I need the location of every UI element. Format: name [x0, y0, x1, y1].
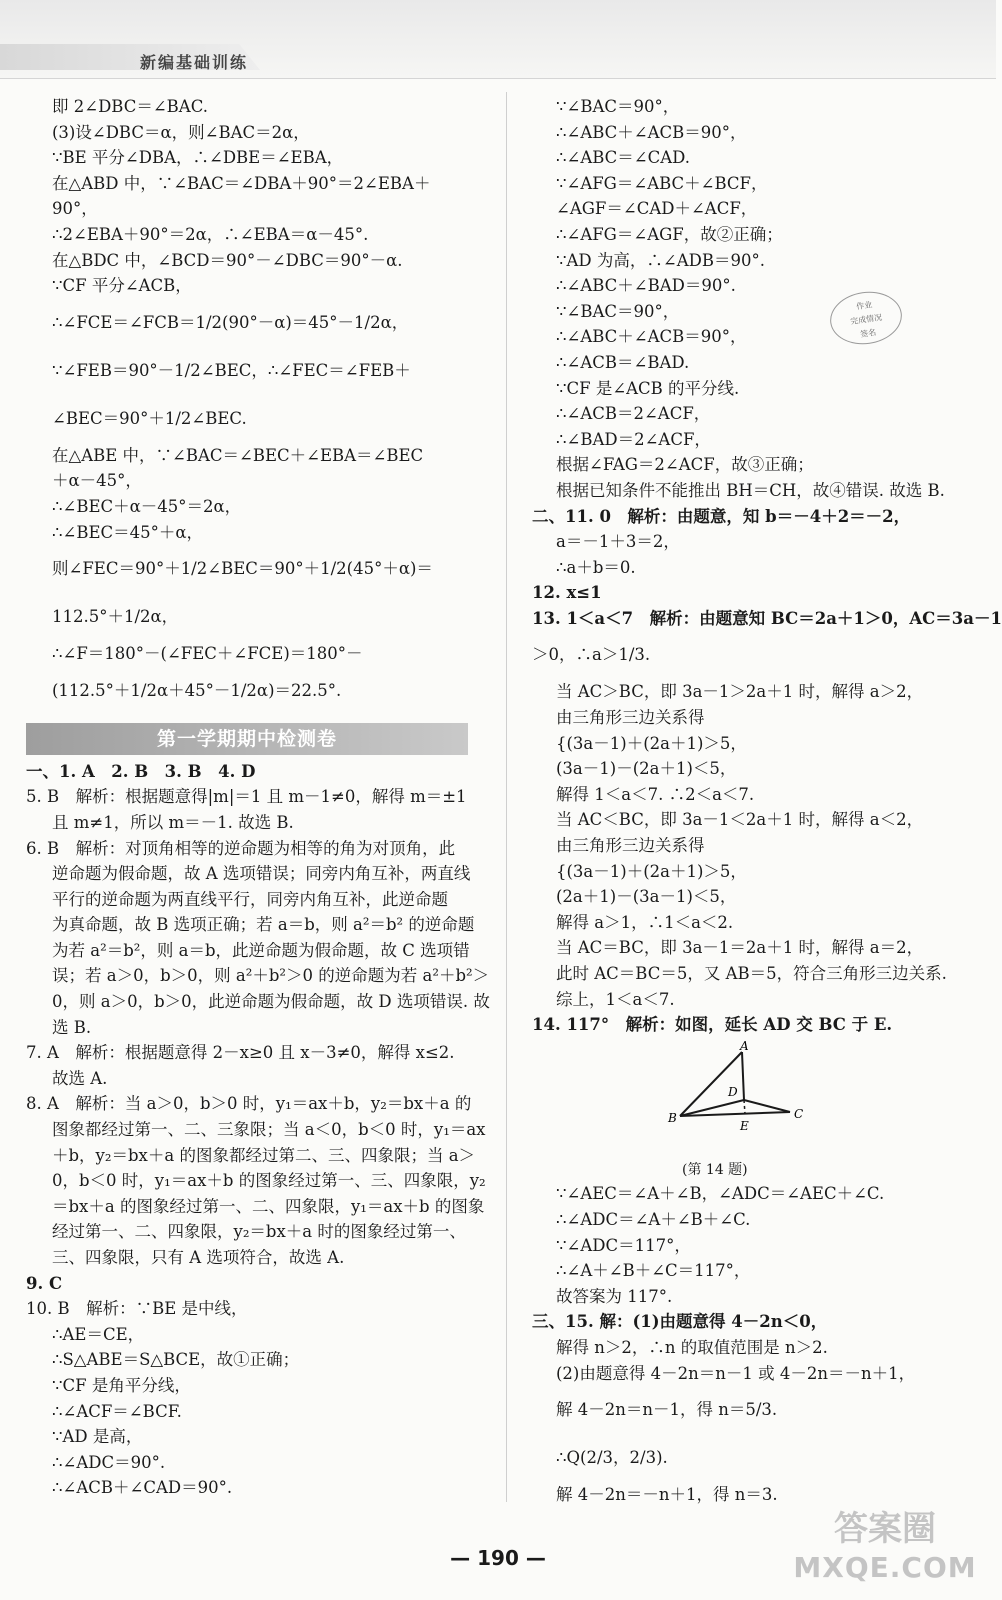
answer-line: 9. C: [26, 1273, 63, 1293]
text-line: 当 AC＝BC，即 3a－1＝2a＋1 时，解得 a＝2，: [556, 938, 924, 958]
label-b: B: [668, 1110, 677, 1125]
section-title: 第一学期期中检测卷: [26, 723, 468, 755]
text-line: 在△ABD 中，∵∠BAC＝∠DBA＋90°＝2∠EBA＋: [52, 173, 431, 193]
text-line: ∴∠AFG＝∠AGF，故②正确；: [556, 224, 783, 244]
answer-line: 平行的逆命题为两直线平行，同旁内角互补，此逆命题: [52, 889, 448, 909]
answer-line: ∴∠ADC＝90°.: [52, 1452, 166, 1472]
text-line: ∵∠AEC＝∠A＋∠B，∠ADC＝∠AEC＋∠C.: [556, 1184, 885, 1204]
text-line: 由三角形三边关系得: [556, 708, 705, 728]
answer-line: ∴S△ABE＝S△BCE，故①正确；: [52, 1350, 300, 1370]
text-line: ∴∠ABC＋∠BAD＝90°.: [556, 276, 736, 296]
text-line: 解得 1＜a＜7. ∴2＜a＜7.: [556, 784, 755, 804]
text-line: 即 2∠DBC＝∠BAC.: [52, 97, 209, 116]
watermark-url: MXQE.COM: [793, 1551, 977, 1584]
text-line: ∵BE 平分∠DBA，∴∠DBE＝∠EBA，: [52, 148, 344, 168]
stamp-line: 作业: [855, 300, 873, 312]
answer-line: ＝bx＋a 的图象经过第一、二、四象限，y₁＝ax＋b 的图象: [52, 1196, 485, 1216]
stamp-line: 签名: [859, 327, 877, 339]
equation-line: 112.5°＋1/2α，: [52, 607, 179, 627]
text-line: ∴∠BAD＝2∠ACF，: [556, 429, 711, 449]
answer-line: ∵CF 是角平分线，: [52, 1375, 191, 1395]
answer-line: 一、1. A 2. B 3. B 4. D: [26, 761, 256, 781]
label-c: C: [794, 1106, 804, 1121]
answer-line: ∵AD 是高，: [52, 1427, 143, 1447]
answer-line: 逆命题为假命题，故 A 选项错误；同旁内角互补，两直线: [52, 864, 471, 884]
text-line: 在△ABE 中，∵∠BAC＝∠BEC＋∠EBA＝∠BEC: [52, 445, 424, 465]
text-line: 此时 AC＝BC＝5，又 AB＝5，符合三角形三边关系.: [556, 964, 947, 983]
text-line: ∵∠BAC＝90°，: [556, 97, 680, 116]
text-line: ∴a＋b＝0.: [556, 557, 636, 577]
text-line: ∴∠ABC＋∠ACB＝90°，: [556, 327, 747, 347]
text-line: ∴∠ABC＋∠ACB＝90°，: [556, 122, 747, 142]
equation-line: 则∠FEC＝90°＋1/2∠BEC＝90°＋1/2(45°＋α)＝: [52, 559, 433, 579]
answer-line: 8. A 解析：当 a＞0，b＞0 时，y₁＝ax＋b，y₂＝bx＋a 的: [26, 1094, 472, 1114]
answer-line: 0，则 a＞0，b＞0，此逆命题为假命题，故 D 选项错误. 故: [52, 992, 490, 1012]
page-header: [0, 0, 996, 79]
answer-line: ＋b，y₂＝bx＋a 的图象都经过第二、三、四象限；当 a＞: [52, 1145, 476, 1165]
text-line: ∴∠ADC＝∠A＋∠B＋∠C.: [556, 1209, 751, 1229]
answer-line: 故选 A.: [52, 1068, 108, 1088]
equation-line: ∴∠FCE＝∠FCB＝1/2(90°－α)＝45°－1/2α，: [52, 312, 409, 332]
edge-dc: [744, 1100, 790, 1112]
answer-line: ∴∠ACF＝∠BCF.: [52, 1401, 182, 1421]
watermark: [790, 1508, 980, 1592]
answer-line: 为若 a²＝b²，则 a＝b，此逆命题为假命题，故 C 选项错: [52, 940, 470, 960]
text-line: 故答案为 117°.: [556, 1286, 673, 1306]
text-line: 解得 a＞1，∴1＜a＜2.: [556, 912, 734, 932]
text-line: 90°，: [52, 199, 98, 219]
text-line: (2)由题意得 4－2n＝n－1 或 4－2n＝－n＋1，: [556, 1363, 916, 1383]
text-line: (3)设∠DBC＝α，则∠BAC＝2α，: [52, 122, 310, 142]
text-line: ∴∠BEC＋α－45°＝2α，: [52, 496, 242, 516]
answer-line: 14. 117° 解析：如图，延长 AD 交 BC 于 E.: [532, 1015, 893, 1035]
answer-line: 13. 1＜a＜7 解析：由题意知 BC＝2a＋1＞0，AC＝3a－1: [532, 608, 1002, 628]
text-line: ∴∠A＋∠B＋∠C＝117°，: [556, 1261, 751, 1281]
edge-ab: [680, 1052, 742, 1116]
text-line: ＋α－45°，: [52, 471, 142, 491]
answer-line: 6. B 解析：对顶角相等的逆命题为相等的角为对顶角，此: [26, 838, 456, 858]
equation-line: ＞0，∴a＞1/3.: [532, 645, 651, 665]
text-line: ∴∠ACB＝∠BAD.: [556, 352, 690, 372]
text-line: (3a－1)－(2a＋1)＜5，: [556, 759, 737, 779]
text-line: 解得 n＞2，∴n 的取值范围是 n＞2.: [556, 1337, 828, 1357]
answer-line: 二、11. 0 解析：由题意，知 b＝－4＋2＝－2，: [532, 506, 911, 526]
text-line: 根据已知条件不能推出 BH＝CH，故④错误. 故选 B.: [556, 480, 945, 500]
edge-de: [744, 1100, 745, 1114]
text-line: ∵∠BAC＝90°，: [556, 301, 680, 321]
answer-line: 12. x≤1: [532, 583, 602, 603]
left-column: [26, 94, 490, 1501]
watermark-logo-text: 答案圈: [834, 1509, 936, 1549]
label-e: E: [740, 1118, 749, 1133]
header-title: 新编基础训练: [140, 53, 249, 72]
text-line: 当 AC＜BC，即 3a－1＜2a＋1 时，解得 a＜2，: [556, 810, 924, 830]
equation-line: (112.5°＋1/2α＋45°－1/2α)＝22.5°.: [52, 680, 342, 700]
text-line: 综上，1＜a＜7.: [556, 989, 675, 1009]
text-line: {(3a－1)＋(2a＋1)＞5，: [556, 861, 747, 881]
edge-ad: [742, 1052, 744, 1100]
answer-line: 5. B 解析：根据题意得|m|＝1 且 m－1≠0，解得 m＝±1: [26, 787, 467, 807]
equation-line: ∠BEC＝90°＋1/2∠BEC.: [52, 408, 247, 428]
figure-caption: (第 14 题): [682, 1162, 748, 1179]
page-number: — 190 —: [450, 1546, 546, 1570]
answer-line: ∴AE＝CE，: [52, 1324, 145, 1344]
text-line: a＝－1＋3＝2，: [556, 532, 680, 552]
text-line: 解 4－2n＝－n＋1，得 n＝3.: [556, 1485, 778, 1505]
answer-line: 7. A 解析：根据题意得 2－x≥0 且 x－3≠0，解得 x≤2.: [26, 1043, 455, 1063]
answer-line: 选 B.: [52, 1017, 92, 1037]
text-line: ∵∠AFG＝∠ABC＋∠BCF，: [556, 173, 768, 193]
answer-line: 为真命题，故 B 选项正确；若 a＝b，则 a²＝b² 的逆命题: [52, 915, 475, 935]
triangle-figure: [668, 1038, 822, 1148]
text-line: ∵CF 是∠ACB 的平分线.: [556, 378, 740, 398]
text-line: ∵AD 为高，∴∠ADB＝90°.: [556, 250, 765, 270]
column-divider: [506, 92, 507, 1502]
text-line: {(3a－1)＋(2a＋1)＞5，: [556, 733, 747, 753]
text-line: ∠AGF＝∠CAD＋∠ACF，: [556, 199, 758, 219]
answer-line: 10. B 解析：∵BE 是中线，: [26, 1299, 248, 1319]
answer-line: 三、15. 解：(1)由题意得 4－2n＜0，: [532, 1312, 828, 1332]
text-line: ∴∠ABC＝∠CAD.: [556, 148, 691, 168]
label-a: A: [740, 1038, 749, 1053]
text-line: ∴∠BEC＝45°＋α，: [52, 522, 204, 542]
text-line: 当 AC＞BC，即 3a－1＞2a＋1 时，解得 a＞2，: [556, 682, 924, 702]
text-line: 由三角形三边关系得: [556, 836, 705, 856]
text-line: 在△BDC 中，∠BCD＝90°－∠DBC＝90°－α.: [52, 250, 403, 270]
equation-line: ∴∠F＝180°－(∠FEC＋∠FCE)＝180°－: [52, 644, 363, 664]
text-line: ∴∠ACB＝2∠ACF，: [556, 404, 711, 424]
text-line: ∵CF 平分∠ACB，: [52, 276, 192, 296]
text-line: ∴2∠EBA＋90°＝2α，∴∠EBA＝α－45°.: [52, 224, 369, 244]
equation-line: ∴Q(2/3，2/3).: [556, 1448, 668, 1468]
answer-line: ∴∠ACB＋∠CAD＝90°.: [52, 1478, 233, 1498]
stamp-line: 完成情况: [849, 312, 883, 327]
answer-line: 误；若 a＞0，b＞0，则 a²＋b²＞0 的逆命题为若 a²＋b²＞: [52, 966, 490, 986]
answer-line: 图象都经过第一、二、三象限；当 a＜0，b＜0 时，y₁＝ax: [52, 1120, 486, 1140]
text-line: ∵∠ADC＝117°，: [556, 1235, 691, 1255]
equation-line: ∵∠FEB＝90°－1/2∠BEC，∴∠FEC＝∠FEB＋: [52, 360, 411, 380]
answer-line: 0，b＜0 时，y₁＝ax＋b 的图象经过第一、三、四象限，y₂: [52, 1171, 486, 1191]
equation-line: 解 4－2n＝n－1，得 n＝5/3.: [556, 1400, 778, 1420]
text-line: (2a＋1)－(3a－1)＜5，: [556, 887, 737, 907]
text-line: 根据∠FAG＝2∠ACF，故③正确；: [556, 455, 814, 475]
label-d: D: [728, 1084, 738, 1099]
answer-line: 经过第一、二、四象限，y₂＝bx＋a 时的图象经过第一、三、四象限，只有 A 选项符合，故选 A.: [52, 1222, 466, 1267]
answer-line: 且 m≠1，所以 m＝－1. 故选 B.: [52, 812, 294, 832]
